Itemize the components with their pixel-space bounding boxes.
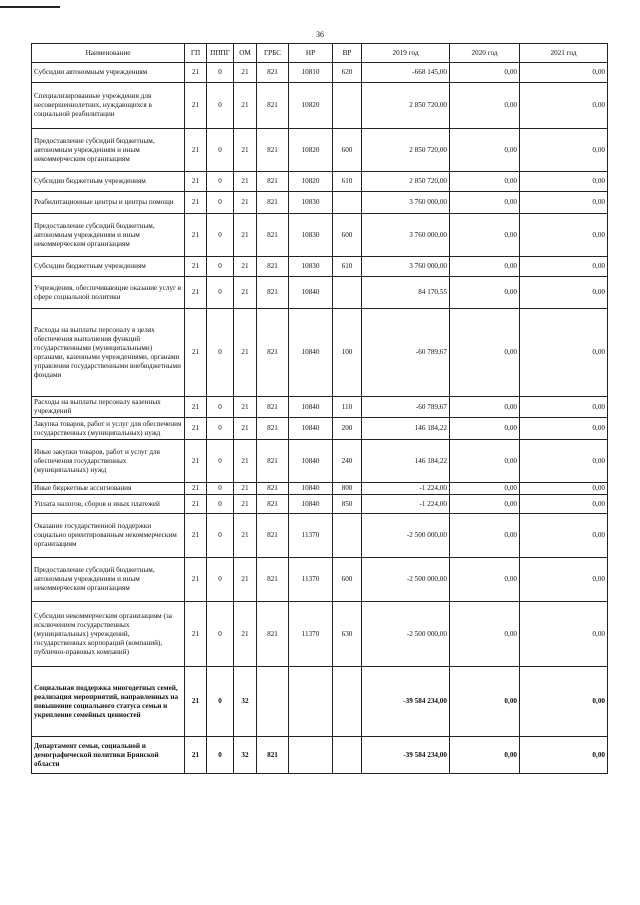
row-vr: 610 bbox=[333, 257, 362, 277]
row-2019: 146 184,22 bbox=[362, 440, 450, 483]
row-ppgp: 0 bbox=[207, 514, 234, 558]
row-2021: 0,00 bbox=[520, 83, 608, 129]
row-2020: 0,00 bbox=[450, 602, 520, 667]
row-gp: 21 bbox=[185, 63, 207, 83]
col-header-2021: 2021 год bbox=[520, 44, 608, 63]
row-2020: 0,00 bbox=[450, 63, 520, 83]
col-header-name: Наименование bbox=[32, 44, 185, 63]
row-2019: 3 760 000,00 bbox=[362, 257, 450, 277]
row-nr: 10840 bbox=[289, 277, 333, 309]
row-grbs: 821 bbox=[257, 172, 289, 192]
row-nr: 10840 bbox=[289, 483, 333, 495]
row-om: 21 bbox=[234, 214, 257, 257]
row-grbs: 821 bbox=[257, 514, 289, 558]
row-gp: 21 bbox=[185, 309, 207, 397]
row-ppgp: 0 bbox=[207, 397, 234, 418]
row-2019: -668 145,00 bbox=[362, 63, 450, 83]
row-ppgp: 0 bbox=[207, 495, 234, 514]
row-ppgp: 0 bbox=[207, 309, 234, 397]
row-ppgp: 0 bbox=[207, 483, 234, 495]
table-row bbox=[32, 440, 608, 483]
row-grbs: 821 bbox=[257, 737, 289, 774]
row-name: Субсидии некоммерческим организациям (за исключением государственных (муниципальных) учреждений, государственных корпораций (компаний), публично-правовых компаний) bbox=[32, 602, 185, 667]
row-name: Учреждения, обеспечивающие оказание услуг в сфере социальной политики bbox=[32, 277, 185, 309]
row-name: Предоставление субсидий бюджетным, автономным учреждениям и иным некоммерческим организациям bbox=[32, 558, 185, 602]
row-nr: 10830 bbox=[289, 192, 333, 214]
row-grbs: 821 bbox=[257, 257, 289, 277]
row-gp: 21 bbox=[185, 495, 207, 514]
row-2019: -1 224,00 bbox=[362, 483, 450, 495]
row-om: 32 bbox=[234, 667, 257, 737]
row-nr: 10820 bbox=[289, 129, 333, 172]
col-header-grbs: ГРБС bbox=[257, 44, 289, 63]
row-gp: 21 bbox=[185, 257, 207, 277]
row-2020: 0,00 bbox=[450, 257, 520, 277]
row-gp: 21 bbox=[185, 440, 207, 483]
row-vr bbox=[333, 83, 362, 129]
row-grbs bbox=[257, 667, 289, 737]
row-2020: 0,00 bbox=[450, 737, 520, 774]
row-nr: 11370 bbox=[289, 514, 333, 558]
row-2021: 0,00 bbox=[520, 397, 608, 418]
table-row bbox=[32, 667, 608, 737]
row-nr: 10830 bbox=[289, 257, 333, 277]
row-2020: 0,00 bbox=[450, 129, 520, 172]
row-ppgp: 0 bbox=[207, 418, 234, 440]
row-ppgp: 0 bbox=[207, 63, 234, 83]
row-name: Департамент семьи, социальной и демографической политики Брянской области bbox=[32, 737, 185, 774]
row-2020: 0,00 bbox=[450, 495, 520, 514]
row-2020: 0,00 bbox=[450, 440, 520, 483]
table-row bbox=[32, 514, 608, 558]
row-name: Субсидии бюджетным учреждениям bbox=[32, 257, 185, 277]
row-vr: 620 bbox=[333, 63, 362, 83]
row-gp: 21 bbox=[185, 192, 207, 214]
row-2021: 0,00 bbox=[520, 214, 608, 257]
row-grbs: 821 bbox=[257, 192, 289, 214]
row-vr bbox=[333, 192, 362, 214]
table-row bbox=[32, 737, 608, 774]
row-name: Субсидии автономным учреждениям bbox=[32, 63, 185, 83]
row-gp: 21 bbox=[185, 737, 207, 774]
row-2019: 146 184,22 bbox=[362, 418, 450, 440]
row-vr: 100 bbox=[333, 309, 362, 397]
row-gp: 21 bbox=[185, 83, 207, 129]
row-2019: 2 850 720,00 bbox=[362, 83, 450, 129]
table-row bbox=[32, 257, 608, 277]
row-om: 21 bbox=[234, 63, 257, 83]
col-header-om: ОМ bbox=[234, 44, 257, 63]
row-name: Закупка товаров, работ и услуг для обеспечения государственных (муниципальных) нужд bbox=[32, 418, 185, 440]
row-vr: 800 bbox=[333, 483, 362, 495]
row-name: Иные закупки товаров, работ и услуг для обеспечения государственных (муниципальных) нужд bbox=[32, 440, 185, 483]
row-nr: 11370 bbox=[289, 558, 333, 602]
corner-mark bbox=[0, 6, 60, 8]
row-name: Оказание государственной поддержки социально ориентированным некоммерческим организациям bbox=[32, 514, 185, 558]
col-header-2019: 2019 год bbox=[362, 44, 450, 63]
row-vr bbox=[333, 737, 362, 774]
page-number: 36 bbox=[316, 30, 324, 39]
row-gp: 21 bbox=[185, 129, 207, 172]
row-om: 21 bbox=[234, 257, 257, 277]
row-nr: 10820 bbox=[289, 172, 333, 192]
row-vr bbox=[333, 277, 362, 309]
row-name: Иные бюджетные ассигнования bbox=[32, 483, 185, 495]
row-vr bbox=[333, 514, 362, 558]
row-vr: 850 bbox=[333, 495, 362, 514]
row-vr: 600 bbox=[333, 214, 362, 257]
row-2019: -39 584 234,00 bbox=[362, 737, 450, 774]
row-grbs: 821 bbox=[257, 558, 289, 602]
col-header-2020: 2020 год bbox=[450, 44, 520, 63]
row-2020: 0,00 bbox=[450, 667, 520, 737]
row-name: Реабилитационные центры и центры помощи bbox=[32, 192, 185, 214]
row-2019: -2 500 000,00 bbox=[362, 558, 450, 602]
row-2019: -60 789,67 bbox=[362, 397, 450, 418]
row-2020: 0,00 bbox=[450, 483, 520, 495]
row-2021: 0,00 bbox=[520, 667, 608, 737]
row-2021: 0,00 bbox=[520, 257, 608, 277]
row-2020: 0,00 bbox=[450, 309, 520, 397]
row-grbs: 821 bbox=[257, 418, 289, 440]
row-2021: 0,00 bbox=[520, 558, 608, 602]
row-2020: 0,00 bbox=[450, 192, 520, 214]
table-row bbox=[32, 602, 608, 667]
row-grbs: 821 bbox=[257, 483, 289, 495]
row-2021: 0,00 bbox=[520, 129, 608, 172]
row-om: 21 bbox=[234, 440, 257, 483]
table-row bbox=[32, 418, 608, 440]
row-2019: -1 224,00 bbox=[362, 495, 450, 514]
row-vr: 600 bbox=[333, 129, 362, 172]
row-nr: 10810 bbox=[289, 63, 333, 83]
row-grbs: 821 bbox=[257, 309, 289, 397]
row-om: 21 bbox=[234, 129, 257, 172]
row-2020: 0,00 bbox=[450, 83, 520, 129]
row-vr: 240 bbox=[333, 440, 362, 483]
row-om: 21 bbox=[234, 397, 257, 418]
row-grbs: 821 bbox=[257, 214, 289, 257]
row-nr: 10840 bbox=[289, 440, 333, 483]
row-2019: 2 850 720,00 bbox=[362, 172, 450, 192]
row-om: 21 bbox=[234, 602, 257, 667]
col-header-vr: ВР bbox=[333, 44, 362, 63]
row-vr: 610 bbox=[333, 172, 362, 192]
table-row bbox=[32, 192, 608, 214]
row-gp: 21 bbox=[185, 483, 207, 495]
col-header-nr: НР bbox=[289, 44, 333, 63]
row-2021: 0,00 bbox=[520, 514, 608, 558]
row-grbs: 821 bbox=[257, 277, 289, 309]
row-ppgp: 0 bbox=[207, 277, 234, 309]
row-om: 21 bbox=[234, 495, 257, 514]
row-name: Предоставление субсидий бюджетным, автономным учреждениям и иным некоммерческим организациям bbox=[32, 214, 185, 257]
row-name: Расходы на выплаты персоналу в целях обеспечения выполнения функций государственными (муниципальными) органами, казенными учреждениями, органами управления государственными внебюджетными фондами bbox=[32, 309, 185, 397]
row-name: Расходы на выплаты персоналу казенных учреждений bbox=[32, 397, 185, 418]
row-2021: 0,00 bbox=[520, 602, 608, 667]
row-gp: 21 bbox=[185, 418, 207, 440]
row-2020: 0,00 bbox=[450, 514, 520, 558]
row-2019: 84 170,55 bbox=[362, 277, 450, 309]
row-ppgp: 0 bbox=[207, 172, 234, 192]
table-row bbox=[32, 495, 608, 514]
row-om: 21 bbox=[234, 172, 257, 192]
row-nr: 10840 bbox=[289, 397, 333, 418]
row-2021: 0,00 bbox=[520, 309, 608, 397]
row-ppgp: 0 bbox=[207, 737, 234, 774]
row-grbs: 821 bbox=[257, 602, 289, 667]
row-2020: 0,00 bbox=[450, 277, 520, 309]
table-row bbox=[32, 214, 608, 257]
row-vr: 600 bbox=[333, 558, 362, 602]
row-vr: 630 bbox=[333, 602, 362, 667]
row-om: 21 bbox=[234, 483, 257, 495]
row-name: Уплата налогов, сборов и иных платежей bbox=[32, 495, 185, 514]
row-grbs: 821 bbox=[257, 397, 289, 418]
row-2021: 0,00 bbox=[520, 172, 608, 192]
row-ppgp: 0 bbox=[207, 192, 234, 214]
row-2019: 3 760 000,00 bbox=[362, 214, 450, 257]
row-nr bbox=[289, 737, 333, 774]
row-name: Специализированные учреждения для несовершеннолетних, нуждающихся в социальной реабилитации bbox=[32, 83, 185, 129]
budget-table bbox=[31, 43, 608, 774]
row-name: Социальная поддержка многодетных семей, реализация мероприятий, направленных на повышение социального статуса семьи и укрепление семейных ценностей bbox=[32, 667, 185, 737]
row-grbs: 821 bbox=[257, 440, 289, 483]
row-nr: 10840 bbox=[289, 418, 333, 440]
row-2019: 3 760 000,00 bbox=[362, 192, 450, 214]
row-om: 21 bbox=[234, 192, 257, 214]
table-row bbox=[32, 309, 608, 397]
row-2021: 0,00 bbox=[520, 495, 608, 514]
row-nr: 10840 bbox=[289, 309, 333, 397]
row-2020: 0,00 bbox=[450, 558, 520, 602]
row-om: 21 bbox=[234, 309, 257, 397]
row-vr: 200 bbox=[333, 418, 362, 440]
col-header-ppgp: ПППГ bbox=[207, 44, 234, 63]
row-2020: 0,00 bbox=[450, 418, 520, 440]
col-header-gp: ГП bbox=[185, 44, 207, 63]
row-om: 21 bbox=[234, 277, 257, 309]
row-gp: 21 bbox=[185, 514, 207, 558]
row-2021: 0,00 bbox=[520, 63, 608, 83]
row-ppgp: 0 bbox=[207, 602, 234, 667]
row-nr: 10840 bbox=[289, 495, 333, 514]
row-gp: 21 bbox=[185, 602, 207, 667]
row-2021: 0,00 bbox=[520, 277, 608, 309]
row-nr: 10830 bbox=[289, 214, 333, 257]
row-name: Субсидии бюджетным учреждениям bbox=[32, 172, 185, 192]
table-row bbox=[32, 558, 608, 602]
row-om: 32 bbox=[234, 737, 257, 774]
row-2019: -2 500 000,00 bbox=[362, 514, 450, 558]
table-row bbox=[32, 129, 608, 172]
row-gp: 21 bbox=[185, 277, 207, 309]
row-2021: 0,00 bbox=[520, 192, 608, 214]
row-grbs: 821 bbox=[257, 83, 289, 129]
row-grbs: 821 bbox=[257, 63, 289, 83]
row-2019: -39 584 234,00 bbox=[362, 667, 450, 737]
row-name: Предоставление субсидий бюджетным, автономным учреждениям и иным некоммерческим организациям bbox=[32, 129, 185, 172]
row-2021: 0,00 bbox=[520, 418, 608, 440]
table-row bbox=[32, 483, 608, 495]
row-nr: 10820 bbox=[289, 83, 333, 129]
row-nr bbox=[289, 667, 333, 737]
row-nr: 11370 bbox=[289, 602, 333, 667]
row-ppgp: 0 bbox=[207, 257, 234, 277]
row-2020: 0,00 bbox=[450, 172, 520, 192]
row-grbs: 821 bbox=[257, 129, 289, 172]
row-gp: 21 bbox=[185, 172, 207, 192]
row-grbs: 821 bbox=[257, 495, 289, 514]
row-ppgp: 0 bbox=[207, 83, 234, 129]
row-ppgp: 0 bbox=[207, 440, 234, 483]
row-2019: -2 500 000,00 bbox=[362, 602, 450, 667]
row-2021: 0,00 bbox=[520, 737, 608, 774]
row-om: 21 bbox=[234, 514, 257, 558]
row-2021: 0,00 bbox=[520, 483, 608, 495]
row-2020: 0,00 bbox=[450, 214, 520, 257]
row-om: 21 bbox=[234, 558, 257, 602]
row-om: 21 bbox=[234, 83, 257, 129]
row-gp: 21 bbox=[185, 397, 207, 418]
table-row bbox=[32, 63, 608, 83]
row-ppgp: 0 bbox=[207, 558, 234, 602]
row-vr: 110 bbox=[333, 397, 362, 418]
header-row bbox=[32, 44, 608, 63]
row-2021: 0,00 bbox=[520, 440, 608, 483]
table-row bbox=[32, 83, 608, 129]
row-om: 21 bbox=[234, 418, 257, 440]
row-2019: -60 789,67 bbox=[362, 309, 450, 397]
table-row bbox=[32, 172, 608, 192]
row-ppgp: 0 bbox=[207, 667, 234, 737]
row-gp: 21 bbox=[185, 214, 207, 257]
row-vr bbox=[333, 667, 362, 737]
table-row bbox=[32, 397, 608, 418]
row-gp: 21 bbox=[185, 558, 207, 602]
row-ppgp: 0 bbox=[207, 214, 234, 257]
row-2019: 2 850 720,00 bbox=[362, 129, 450, 172]
row-2020: 0,00 bbox=[450, 397, 520, 418]
row-gp: 21 bbox=[185, 667, 207, 737]
table-row bbox=[32, 277, 608, 309]
row-ppgp: 0 bbox=[207, 129, 234, 172]
